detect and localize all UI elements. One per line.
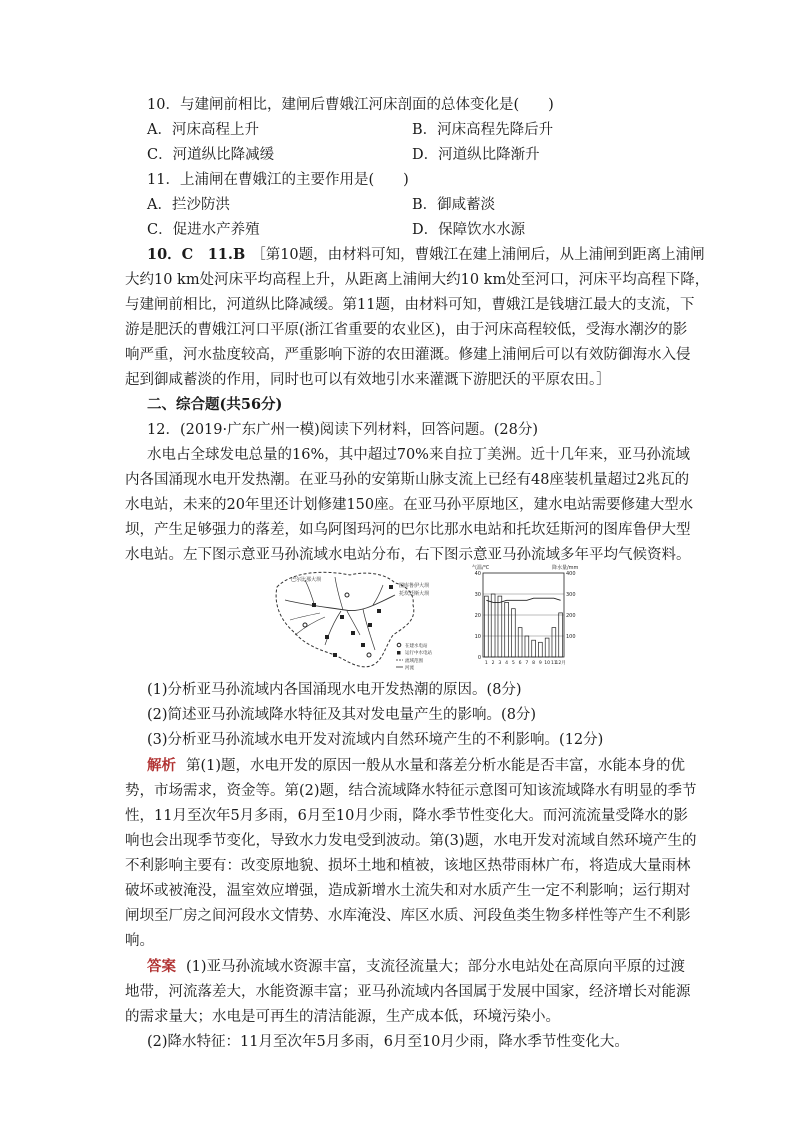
- month-tick-label: 3: [498, 661, 502, 666]
- label-balbina: 巴尔比那大坝: [291, 577, 322, 583]
- q11-option-d: D．保障饮水水源: [412, 222, 526, 238]
- q12-material-line-2: 内各国涌现水电开发热潮。在亚马孙的安第斯山脉支流上已经有48座装机量超过2兆瓦的: [125, 472, 690, 488]
- month-tick-label: 7: [525, 661, 529, 666]
- temp-tick-label: 40: [474, 570, 481, 577]
- main-river: [285, 595, 395, 611]
- precip-tick-label: 300: [566, 591, 576, 598]
- analysis-line-4: 响也会出现季节变化，导致水力发电受到波动。第(3)题，水电开发对流域自然环境产生的: [125, 833, 697, 849]
- minor-rivers: [290, 613, 325, 635]
- answer-line-4: (2)降水特征：11月至次年5月多雨，6月至10月少雨，降水季节性变化大。: [147, 1034, 629, 1050]
- q12-material-line-3: 水电站，未来的20年里还计划修建150座。在亚马孙平原地区，建水电站需要修建大型水: [125, 497, 694, 513]
- month-tick-label: 2: [491, 661, 495, 666]
- answer-tag: 答案: [147, 958, 176, 975]
- precip-tick-label: 100: [566, 633, 576, 640]
- answer-10-11-line-6: 起到御咸蓄淡的作用，同时也可以有效地引水来灌溉下游肥沃的平原农田。］: [125, 372, 611, 388]
- analysis-line-2: 势，市场需求，资金等。第(2)题，结合流域降水特征示意图可知该流域降水有明显的季节: [125, 783, 697, 799]
- climate-chart: [470, 563, 585, 683]
- month-tick-label: 8: [532, 661, 536, 666]
- precip-bar: [545, 638, 549, 657]
- analysis-line-3: 性，11月至次年5月多雨，6月至10月少雨，降水季节性变化大。而河流流量受降水的影: [125, 808, 688, 824]
- label-dam-1: 图库鲁伊大坝: [399, 583, 430, 589]
- precip-bar: [511, 609, 515, 657]
- month-tick-label: 6: [518, 661, 522, 666]
- q12-material-line-4: 坝，产生足够强力的落差，如乌阿图玛河的巴尔比那水电站和托坎廷斯河的图库鲁伊大型: [125, 522, 691, 538]
- q10-stem: 10．与建闸前相比，建闸后曹娥江河床剖面的总体变化是( ): [147, 97, 554, 113]
- month-tick-label: 11: [550, 661, 557, 666]
- precip-tick-label: 200: [566, 612, 576, 619]
- month-tick-label: 9: [538, 661, 542, 666]
- q11-option-a: A．拦沙防洪: [147, 197, 230, 213]
- analysis-line-7: 闸坝至厂房之间河段水文情势、水库淹没、库区水质、河段鱼类生物多样性等产生不利影: [125, 908, 691, 924]
- precip-bar: [552, 628, 556, 657]
- precip-bar: [518, 628, 522, 657]
- q10-option-b: B．河床高程先降后升: [412, 122, 554, 138]
- q12-material-line-5: 水电站。左下图示意亚马孙流域水电站分布，右下图示意亚马孙流域多年平均气候资料。: [125, 547, 691, 563]
- answer-10-11-line-1: 10．C 11.B ［第10题，由材料可知，曹娥江在建上浦闸后，从上浦闸到距离上浦闸: [147, 246, 705, 263]
- legend-basin: 流域范围: [405, 659, 423, 664]
- precip-bar: [559, 613, 563, 657]
- q12-intro: 12．(2019·广东广州一模)阅读下列材料，回答问题。(28分): [147, 422, 539, 438]
- answer-key: 10．C 11.B: [147, 246, 246, 263]
- analysis-line-5: 不利影响主要有：改变原地貌、损坏土地和植被，该地区热带雨林广布，将造成大量雨林: [125, 858, 691, 874]
- label-dam-2: 托坎廷斯大坝: [399, 591, 430, 597]
- analysis-line-1: 解析 第(1)题，水电开发的原因一般从水量和落差分析水能是否丰富，水能本身的优: [147, 757, 686, 774]
- precip-bar: [498, 596, 502, 657]
- q11-option-b: B．御咸蓄淡: [412, 197, 496, 213]
- q12-subq-1: (1)分析亚马孙流域内各国涌现水电开发热潮的原因。(8分): [147, 682, 522, 698]
- temp-tick-label: 10: [474, 633, 481, 640]
- temp-axis-label: 气温/℃: [472, 565, 490, 571]
- q11-stem: 11．上浦闸在曹娥江的主要作用是( ): [147, 172, 409, 188]
- q12-subq-3: (3)分析亚马孙流域水电开发对流域内自然环境产生的不利影响。(12分): [147, 732, 604, 748]
- q10-option-d: D．河道纵比降渐升: [412, 147, 540, 163]
- precip-bar: [484, 596, 488, 657]
- answer-line-2: 地带，河流落差大，水能资源丰富；亚马孙流域内各国属于发展中国家，经济增长对能源: [125, 984, 691, 1000]
- analysis-line-6: 破坏或被淹没，温室效应增强，造成新增水土流失和对水质产生一定不利影响；运行期对: [125, 883, 691, 899]
- amazon-hydropower-map: [265, 565, 455, 680]
- month-tick-label: 12月: [555, 661, 566, 666]
- answer-10-11-line-3: 与建闸前相比，河道纵比降减缓。第11题，由材料可知，曹娥江是钱塘江最大的支流，下: [125, 297, 695, 313]
- month-tick-label: 4: [505, 661, 509, 666]
- month-tick-label: 10: [544, 661, 551, 666]
- precip-axis-label: 降水量/mm: [552, 565, 579, 571]
- analysis-tag: 解析: [147, 757, 176, 774]
- q12-subq-2: (2)简述亚马孙流域降水特征及其对发电量产生的影响。(8分): [147, 707, 537, 723]
- q10-option-c: C．河道纵比降减缓: [147, 147, 275, 163]
- month-tick-label: 1: [484, 661, 488, 666]
- precip-bar: [538, 642, 542, 657]
- legend-under-construction: 在建水电站: [405, 644, 428, 649]
- answer-line-3: 的需求量大；水电是可再生的清洁能源，生产成本低，环境污染小。: [125, 1009, 560, 1025]
- temp-tick-label: 0: [477, 654, 481, 661]
- answer-10-11-line-5: 响严重，河水盐度较高，严重影响下游的农田灌溉。修建上浦闸后可以有效防御海水入侵: [125, 347, 691, 363]
- precip-tick-label: 400: [566, 570, 576, 577]
- q10-option-a: A．河床高程上升: [147, 122, 259, 138]
- q12-material-line-1: 水电占全球发电总量的16%，其中超过70%来自拉丁美洲。近十几年来，亚马孙流域: [147, 447, 690, 463]
- answer-line-1: 答案 (1)亚马孙流域水资源丰富，支流径流量大；部分水电站处在高原向平原的过渡: [147, 958, 686, 975]
- temp-line: [486, 598, 560, 602]
- section-heading: 二、综合题(共56分): [147, 396, 283, 413]
- answer-10-11-line-4: 游是肥沃的曹娥江河口平原(浙江省重要的农业区)，由于河床高程较低，受海水潮汐的影: [125, 322, 688, 338]
- answer-10-11-line-2: 大约10 km处河床平均高程上升，从距离上浦闸大约10 km处至河口，河床平均高程下降，: [125, 272, 710, 288]
- q11-option-c: C．促进水产养殖: [147, 222, 260, 238]
- precip-bars: [484, 594, 562, 657]
- legend-operating: 运行中水电站: [405, 651, 432, 656]
- month-tick-label: 5: [511, 661, 515, 666]
- precip-bar: [532, 640, 536, 657]
- temp-tick-label: 30: [474, 591, 481, 598]
- precip-bar: [505, 602, 509, 657]
- precip-bar: [491, 594, 495, 657]
- temp-tick-label: 20: [474, 612, 481, 619]
- map-legend: [396, 642, 432, 671]
- analysis-line-8: 响。: [125, 933, 154, 949]
- legend-river: 河流: [405, 666, 414, 671]
- precip-bar: [525, 636, 529, 657]
- basin-boundary: [276, 572, 414, 667]
